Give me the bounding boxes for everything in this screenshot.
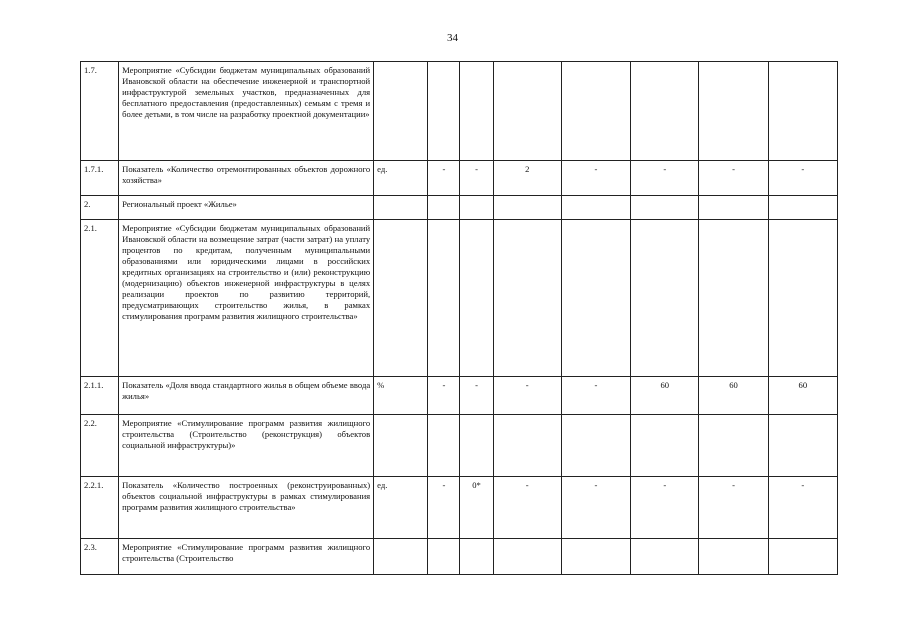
value-cell: - (768, 477, 837, 539)
value-cell (699, 415, 768, 477)
value-cell (561, 62, 630, 161)
value-cell (561, 415, 630, 477)
row-description: Показатель «Количество отремонтированных объектов дорожного хозяйства» (119, 161, 374, 196)
row-number: 1.7.1. (81, 161, 119, 196)
row-number: 2.2. (81, 415, 119, 477)
value-cell (493, 196, 561, 220)
row-number: 2.1. (81, 220, 119, 377)
row-unit (374, 220, 428, 377)
row-description: Мероприятие «Субсидии бюджетам муниципальных образований Ивановской области на возмещение затрат (части затрат) на уплату процентов по кредитам, полученным муниципальными образованиями или юридическими лицами в российских кредитных организациях на строительство и (или) реконструкцию (модернизацию) объектов инженерной инфраструктуры в целях реализации проектов по развитию территорий, предусматривающих строительство жилья, в рамках стимулирования программ развития жилищного строительства» (119, 220, 374, 377)
value-cell (561, 196, 630, 220)
value-cell (699, 220, 768, 377)
value-cell: - (699, 161, 768, 196)
row-unit (374, 539, 428, 575)
value-cell (493, 62, 561, 161)
value-cell: - (561, 377, 630, 415)
row-unit (374, 196, 428, 220)
value-cell: - (631, 161, 699, 196)
value-cell: 2 (493, 161, 561, 196)
row-unit (374, 62, 428, 161)
value-cell: - (768, 161, 837, 196)
value-cell: - (428, 477, 460, 539)
value-cell (768, 62, 837, 161)
value-cell: - (460, 377, 493, 415)
value-cell: 0* (460, 477, 493, 539)
value-cell (428, 539, 460, 575)
value-cell: - (428, 377, 460, 415)
value-cell (631, 415, 699, 477)
table-row (81, 196, 838, 220)
value-cell: - (631, 477, 699, 539)
value-cell (699, 62, 768, 161)
value-cell (768, 196, 837, 220)
row-number: 2.3. (81, 539, 119, 575)
value-cell (561, 220, 630, 377)
row-description: Мероприятие «Субсидии бюджетам муниципальных образований Ивановской области на обеспечение инженерной и транспортной инфраструктурой земельных участков, предназначенных для бесплатного предоставления (предоставленных) семьям с тремя и более детьми, в том числе на разработку проектной документации» (119, 62, 374, 161)
value-cell: 60 (699, 377, 768, 415)
value-cell: - (460, 161, 493, 196)
value-cell (768, 539, 837, 575)
table-row (81, 62, 838, 161)
value-cell (631, 62, 699, 161)
row-description: Показатель «Количество построенных (реконструированных) объектов социальной инфраструктуры в рамках стимулирования программ развития жилищного строительства» (119, 477, 374, 539)
value-cell: - (699, 477, 768, 539)
table-row (81, 377, 838, 415)
value-cell (631, 196, 699, 220)
row-number: 1.7. (81, 62, 119, 161)
page-number: 34 (447, 32, 458, 44)
value-cell (561, 539, 630, 575)
value-cell (428, 62, 460, 161)
value-cell: - (493, 477, 561, 539)
value-cell (428, 196, 460, 220)
value-cell (460, 220, 493, 377)
indicators-table (80, 61, 838, 575)
value-cell (428, 220, 460, 377)
row-description: Показатель «Доля ввода стандартного жилья в общем объеме ввода жилья» (119, 377, 374, 415)
value-cell (460, 415, 493, 477)
value-cell (768, 220, 837, 377)
value-cell: - (428, 161, 460, 196)
row-number: 2. (81, 196, 119, 220)
value-cell (768, 415, 837, 477)
table-row (81, 415, 838, 477)
row-description: Мероприятие «Стимулирование программ развития жилищного строительства (Строительство (реконструкция) объектов социальной инфраструктуры)» (119, 415, 374, 477)
row-unit: % (374, 377, 428, 415)
value-cell (493, 220, 561, 377)
value-cell (631, 539, 699, 575)
value-cell: - (561, 477, 630, 539)
row-unit: ед. (374, 477, 428, 539)
row-unit: ед. (374, 161, 428, 196)
value-cell (460, 539, 493, 575)
value-cell (493, 539, 561, 575)
value-cell: 60 (631, 377, 699, 415)
row-number: 2.2.1. (81, 477, 119, 539)
value-cell: - (561, 161, 630, 196)
row-number: 2.1.1. (81, 377, 119, 415)
row-unit (374, 415, 428, 477)
value-cell (493, 415, 561, 477)
table-row (81, 539, 838, 575)
value-cell (699, 196, 768, 220)
value-cell: - (493, 377, 561, 415)
row-description: Мероприятие «Стимулирование программ развития жилищного строительства (Строительство (119, 539, 374, 575)
table-row (81, 220, 838, 377)
table-row (81, 161, 838, 196)
value-cell (631, 220, 699, 377)
value-cell (460, 62, 493, 161)
value-cell (460, 196, 493, 220)
row-description: Региональный проект «Жилье» (119, 196, 374, 220)
table-row (81, 477, 838, 539)
value-cell: 60 (768, 377, 837, 415)
value-cell (699, 539, 768, 575)
value-cell (428, 415, 460, 477)
